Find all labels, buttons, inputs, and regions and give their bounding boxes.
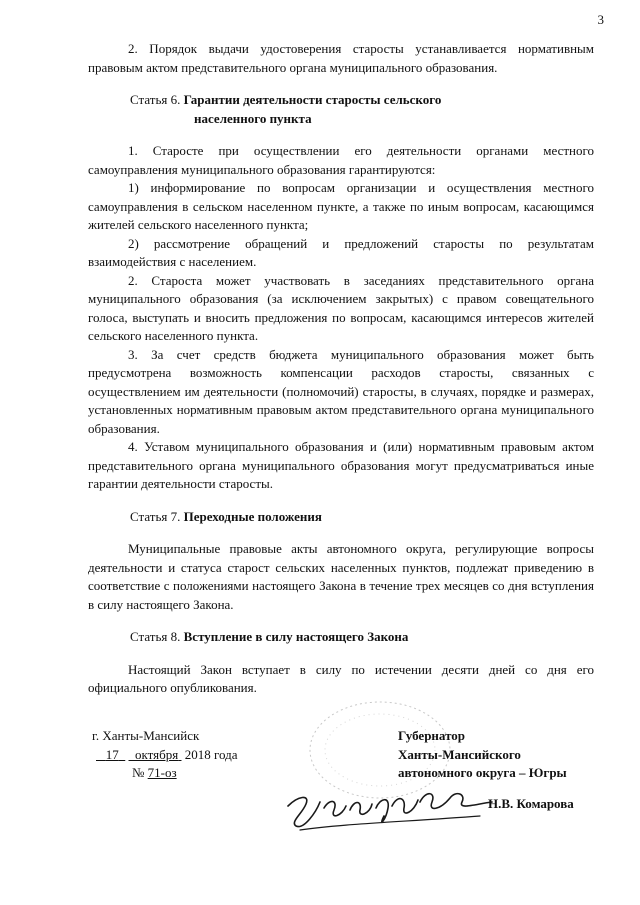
article-title-continued: населенного пункта: [194, 110, 312, 126]
article-title: Вступление в силу настоящего Закона: [183, 629, 409, 644]
paragraph: 2. Порядок выдачи удостоверения старосты устанавливается нормативным правовым актом представительного органа муниципального образования.: [88, 41, 594, 75]
article-label: Статья 6.: [130, 92, 181, 107]
date-month: октября: [135, 746, 179, 762]
paragraph: 1. Старосте при осуществлении его деятельности органами местного самоуправления муниципального образования гарантируются:: [88, 143, 594, 177]
article-title: Гарантии деятельности старосты сельского: [183, 92, 442, 107]
article-label: Статья 7.: [130, 508, 181, 524]
article-title: Переходные положения: [183, 508, 322, 524]
article-6-heading: [88, 91, 594, 128]
paragraph: 3. За счет средств бюджета муниципального образования может быть предусмотрена возможность компенсации расходов старосты, связанных с осуществлением им деятельности (полномочий) старосты, в случаях, порядке и размерах, установленных нормативным правовым актом представительного органа муниципального образования.: [88, 346, 594, 436]
paragraph: 1) информирование по вопросам организации и осуществления местного самоуправления в сельском населенном пункте, а также по иным вопросам, касающимся жителей сельского населенного пункта;: [88, 180, 594, 232]
signatory-name: Н.В. Комарова: [488, 796, 574, 811]
article-8-heading: [88, 628, 594, 647]
handwritten-signature-icon: [280, 772, 500, 836]
page-number: 3: [597, 12, 604, 27]
number-value: 71-оз: [147, 765, 177, 780]
signing-date: [92, 746, 238, 765]
article-label: Статья 8.: [130, 629, 181, 644]
paragraph: Муниципальные правовые акты автономного округа, регулирующие вопросы деятельности и статуса старост сельских населенных пунктов, подлежат приведению в соответствие с положениями настоящего Закона в течение трех месяцев со дня вступления в силу настоящего Закона.: [88, 541, 594, 612]
position-line: автономного округа – Югры: [398, 765, 567, 780]
date-year: 2018 года: [184, 746, 238, 762]
document-body: [88, 40, 594, 698]
position-line: Ханты-Мансийского: [398, 746, 521, 762]
number-prefix: №: [132, 765, 145, 780]
city: г. Ханты-Мансийск: [92, 728, 200, 743]
paragraph: 2) рассмотрение обращений и предложений старосты по результатам взаимодействия с населением.: [88, 235, 594, 269]
place-date-block: [92, 727, 238, 783]
paragraph: 2. Староста может участвовать в заседаниях представительного органа муниципального образования (за исключением закрытых) с правом совещательного голоса, выступать и вносить предложения по вопросам, касающимся интересов жителей сельского населенного пункта.: [88, 272, 594, 343]
paragraph: Настоящий Закон вступает в силу по истечении десяти дней со дня его официального опубликования.: [88, 661, 594, 695]
date-day: 17: [105, 746, 119, 762]
position-line: Губернатор: [398, 728, 466, 743]
article-7-heading: [88, 508, 594, 527]
paragraph: 4. Уставом муниципального образования и (или) нормативным правовым актом представительного органа муниципального образования могут предусматриваться иные гарантии деятельности старосты.: [88, 439, 594, 491]
law-number: [92, 764, 238, 783]
